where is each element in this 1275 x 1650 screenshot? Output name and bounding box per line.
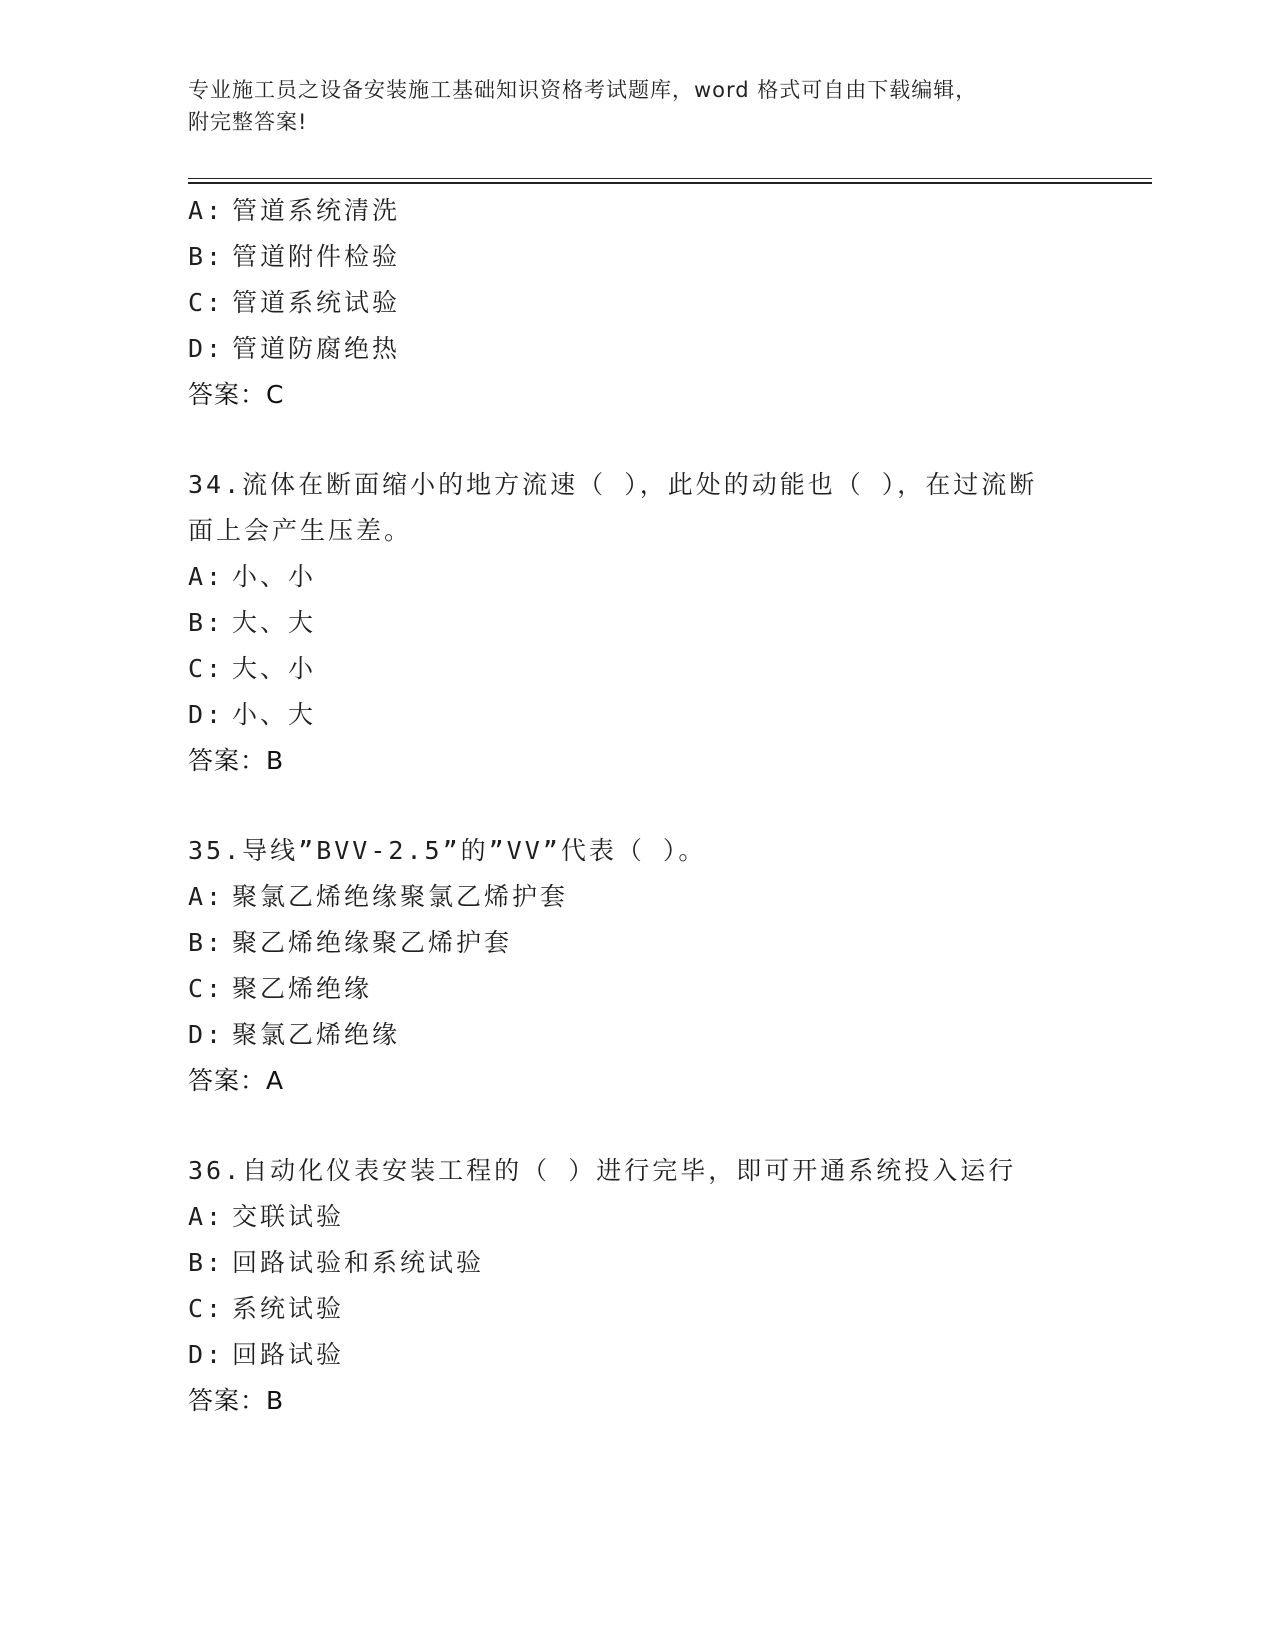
document-header — [188, 74, 1088, 138]
option-text: 大、小 — [232, 654, 317, 683]
option-letter: D: — [188, 1020, 225, 1049]
option-text: 回路试验 — [232, 1340, 345, 1369]
option-letter: B: — [188, 928, 225, 957]
option-b — [188, 600, 1088, 646]
option-letter: B: — [188, 608, 225, 637]
header-line-2: 附完整答案! — [188, 110, 308, 134]
question-36-text: 36.自动化仪表安装工程的（ ）进行完毕，即可开通系统投入运行 — [188, 1156, 1017, 1185]
question-34-text-line-1: 34.流体在断面缩小的地方流速（ ），此处的动能也（ ），在过流断 — [188, 470, 1038, 499]
option-letter: C: — [188, 1294, 225, 1323]
option-letter: A: — [188, 1202, 225, 1231]
option-b — [188, 234, 1088, 280]
option-d — [188, 1012, 1088, 1058]
header-divider-top — [188, 178, 1152, 179]
question-36-block — [188, 1148, 1088, 1424]
question-34-text-line-2: 面上会产生压差。 — [188, 516, 413, 545]
option-text: 聚氯乙烯绝缘聚氯乙烯护套 — [232, 882, 569, 911]
question-34-block — [188, 462, 1088, 784]
option-text: 聚乙烯绝缘 — [232, 974, 373, 1003]
option-text: 聚氯乙烯绝缘 — [232, 1020, 401, 1049]
option-letter: A: — [188, 562, 225, 591]
option-text: 聚乙烯绝缘聚乙烯护套 — [232, 928, 513, 957]
option-text: 大、大 — [232, 608, 317, 637]
question-35-block — [188, 828, 1088, 1104]
option-text: 管道系统试验 — [232, 288, 401, 317]
option-c — [188, 966, 1088, 1012]
option-c — [188, 1286, 1088, 1332]
option-letter: A: — [188, 196, 225, 225]
option-letter: C: — [188, 288, 225, 317]
question-33-block — [188, 188, 1088, 418]
option-letter: D: — [188, 1340, 225, 1369]
answer-35: 答案：A — [188, 1066, 285, 1095]
option-a — [188, 188, 1088, 234]
option-text: 回路试验和系统试验 — [232, 1248, 485, 1277]
option-a — [188, 874, 1088, 920]
option-letter: C: — [188, 654, 225, 683]
option-text: 管道防腐绝热 — [232, 334, 401, 363]
option-text: 小、大 — [232, 700, 317, 729]
exam-content — [188, 188, 1088, 1424]
question-35-text: 35.导线”BVV-2.5”的”VV”代表（ ）。 — [188, 836, 707, 865]
answer-36: 答案：B — [188, 1386, 285, 1415]
option-b — [188, 920, 1088, 966]
option-letter: B: — [188, 1248, 225, 1277]
option-text: 交联试验 — [232, 1202, 345, 1231]
option-d — [188, 326, 1088, 372]
option-a — [188, 1194, 1088, 1240]
option-letter: C: — [188, 974, 225, 1003]
option-letter: B: — [188, 242, 225, 271]
option-letter: D: — [188, 334, 225, 363]
option-c — [188, 646, 1088, 692]
header-line-1: 专业施工员之设备安装施工基础知识资格考试题库，word 格式可自由下载编辑， — [188, 78, 978, 102]
option-b — [188, 1240, 1088, 1286]
answer-34: 答案：B — [188, 746, 285, 775]
answer-33: 答案：C — [188, 380, 285, 409]
option-text: 管道系统清洗 — [232, 196, 401, 225]
option-a — [188, 554, 1088, 600]
option-text: 系统试验 — [232, 1294, 345, 1323]
option-d — [188, 1332, 1088, 1378]
option-c — [188, 280, 1088, 326]
option-letter: A: — [188, 882, 225, 911]
header-divider-bottom — [188, 182, 1152, 184]
option-text: 小、小 — [232, 562, 317, 591]
option-letter: D: — [188, 700, 225, 729]
option-text: 管道附件检验 — [232, 242, 401, 271]
option-d — [188, 692, 1088, 738]
